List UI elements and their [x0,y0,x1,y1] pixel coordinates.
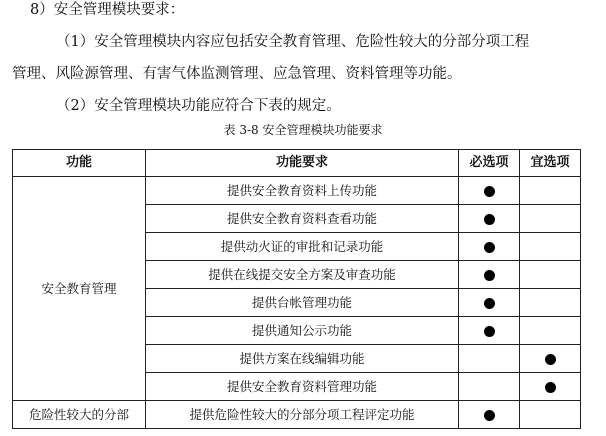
header-mandatory: 必选项 [459,150,520,177]
function-cell: 安全教育管理 [13,177,146,401]
mandatory-cell [459,205,520,233]
table-body [13,177,581,429]
mandatory-cell [459,289,520,317]
filled-circle-icon [484,326,495,337]
table-caption: 表 3-8 安全管理模块功能要求 [223,123,383,137]
optional-cell [520,373,581,401]
requirement-cell: 提供通知公示功能 [146,317,459,345]
requirement-cell: 提供台帐管理功能 [146,289,459,317]
mandatory-cell [459,401,520,429]
paragraph-item-1-line-2: 管理、风险源管理、有害气体监测管理、应急管理、资料管理等功能。 [12,66,462,82]
header-requirement: 功能要求 [146,150,459,177]
requirement-cell: 提供在线提交安全方案及审查功能 [146,261,459,289]
mandatory-cell [459,373,520,401]
optional-cell [520,233,581,261]
requirement-cell: 提供安全教育资料查看功能 [146,205,459,233]
requirement-cell: 提供安全教育资料上传功能 [146,177,459,205]
filled-circle-icon [545,354,556,365]
requirement-cell: 提供方案在线编辑功能 [146,345,459,373]
filled-circle-icon [484,242,495,253]
requirement-cell: 提供动火证的审批和记录功能 [146,233,459,261]
mandatory-cell [459,177,520,205]
table-row [13,177,581,205]
optional-cell [520,205,581,233]
paragraph-item-1-line-1: （1）安全管理模块内容应包括安全教育管理、危险性较大的分部分项工程 [56,34,530,50]
paragraph-item-2: （2）安全管理模块功能应符合下表的规定。 [56,98,341,114]
optional-cell [520,345,581,373]
mandatory-cell [459,317,520,345]
header-optional: 宜选项 [520,150,581,177]
filled-circle-icon [484,410,495,421]
table-row [13,401,581,429]
filled-circle-icon [484,298,495,309]
mandatory-cell [459,261,520,289]
optional-cell [520,177,581,205]
mandatory-cell [459,233,520,261]
optional-cell [520,289,581,317]
filled-circle-icon [545,382,556,393]
function-cell: 危险性较大的分部 [13,401,146,429]
filled-circle-icon [484,214,495,225]
section-heading: 8）安全管理模块要求： [30,2,185,18]
mandatory-cell [459,345,520,373]
filled-circle-icon [484,186,495,197]
optional-cell [520,317,581,345]
optional-cell [520,261,581,289]
requirement-cell: 提供危险性较大的分部分项工程评定功能 [146,401,459,429]
optional-cell [520,401,581,429]
requirement-cell: 提供安全教育资料管理功能 [146,373,459,401]
header-function: 功能 [13,150,146,177]
filled-circle-icon [484,270,495,281]
table-header-row [13,150,581,177]
requirements-table [12,149,581,429]
